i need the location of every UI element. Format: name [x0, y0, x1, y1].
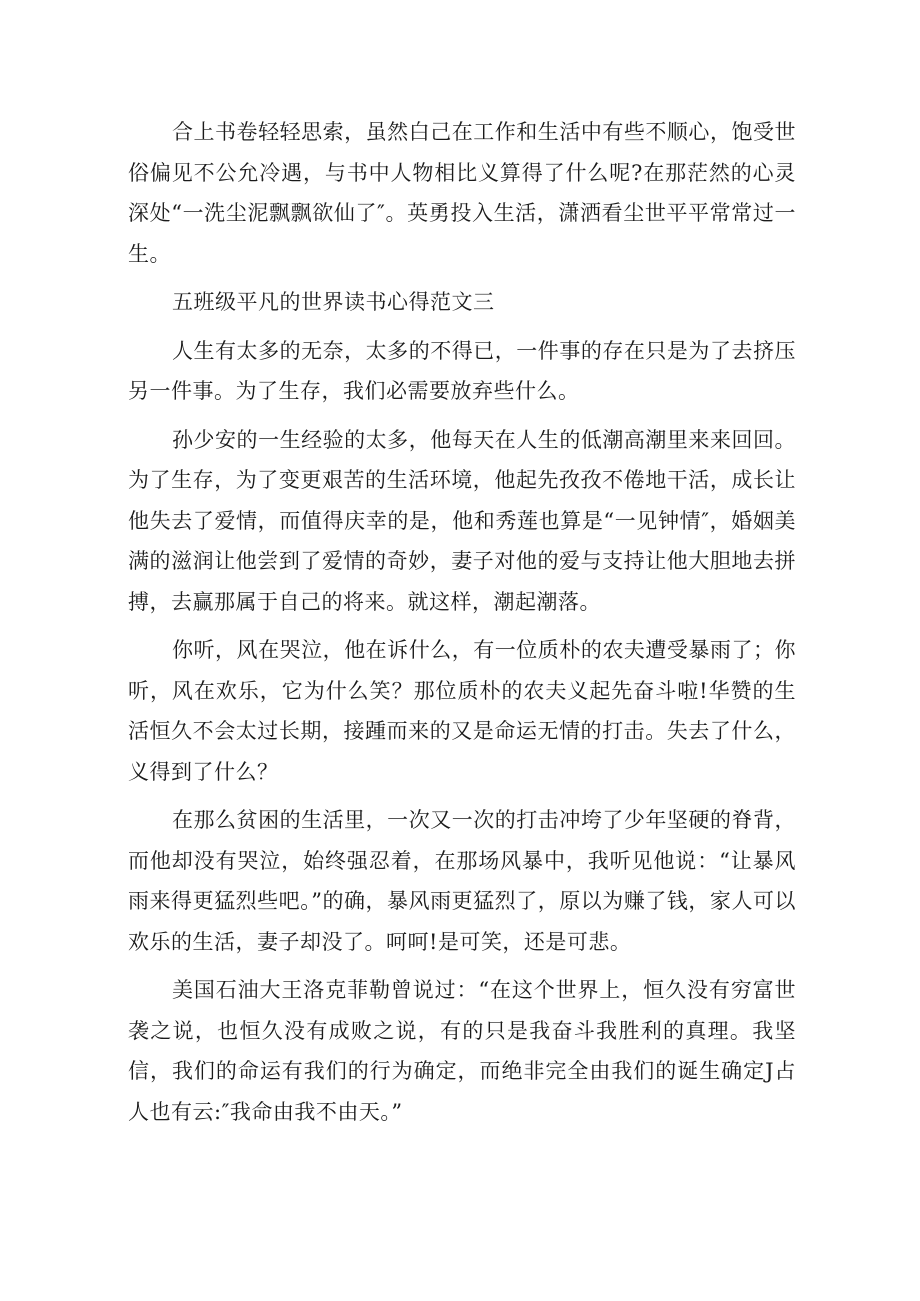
document-body: [128, 112, 796, 1140]
section-heading: 五班级平凡的世界读书心得范文三: [172, 290, 495, 314]
paragraph-1: 合上书卷轻轻思索，虽然白己在工作和生活中有些不顺心，饱受世俗偏见不公允冷遇，与书中人物相比义算得了什么呢?在那茫然的心灵深处“一洗尘泥飘飘欲仙了″。英勇投入生活，潇洒看尘世平平常常过一生。: [128, 120, 796, 266]
paragraph-4: 你听，风在哭泣，他在诉什么，有一位质朴的农夫遭受暴雨了；你听，风在欢乐，它为什么笑？那位质朴的农夫义起先奋斗啦!华赞的生活恒久不会太过长期，接踵而来的又是命运无情的打击。失去了什么，义得到了什么？: [128, 638, 796, 784]
paragraph-5: 在那么贫困的生活里，一次又一次的打击冲垮了少年坚硬的脊背，而他却没有哭泣，始终强忍着，在那场风暴中，我听见他说：“让暴风雨来得更猛烈些吧。”的确，暴风雨更猛烈了，原以为赚了钱，家人可以欢乐的生活，妻子却没了。呵呵!是可笑，还是可悲。: [128, 808, 796, 954]
paragraph-3: 孙少安的一生经验的太多，他每天在人生的低潮高潮里来来回回。为了生存，为了变更艰苦的生活环境，他起先孜孜不倦地干活，成长让他失去了爱情，而值得庆幸的是，他和秀莲也算是“一见钟情″，婚姻美满的滋润让他尝到了爱情的奇妙，妻子对他的爱与支持让他大胆地去拼搏，去赢那属于自己的将来。就这样，潮起潮落。: [128, 427, 796, 614]
paragraph-2: 人生有太多的无奈，太多的不得已，一件事的存在只是为了去挤压另一件事。为了生存，我们必需要放弃些什么。: [128, 338, 796, 403]
paragraph-6: 美国石油大王洛克菲勒曾说过：“在这个世界上，恒久没有穷富世袭之说，也恒久没有成败之说，有的只是我奋斗我胜利的真理。我坚信，我们的命运有我们的行为确定，而绝非完全由我们的诞生确定J占人也有云:″我命由我不由天。”: [128, 978, 796, 1124]
